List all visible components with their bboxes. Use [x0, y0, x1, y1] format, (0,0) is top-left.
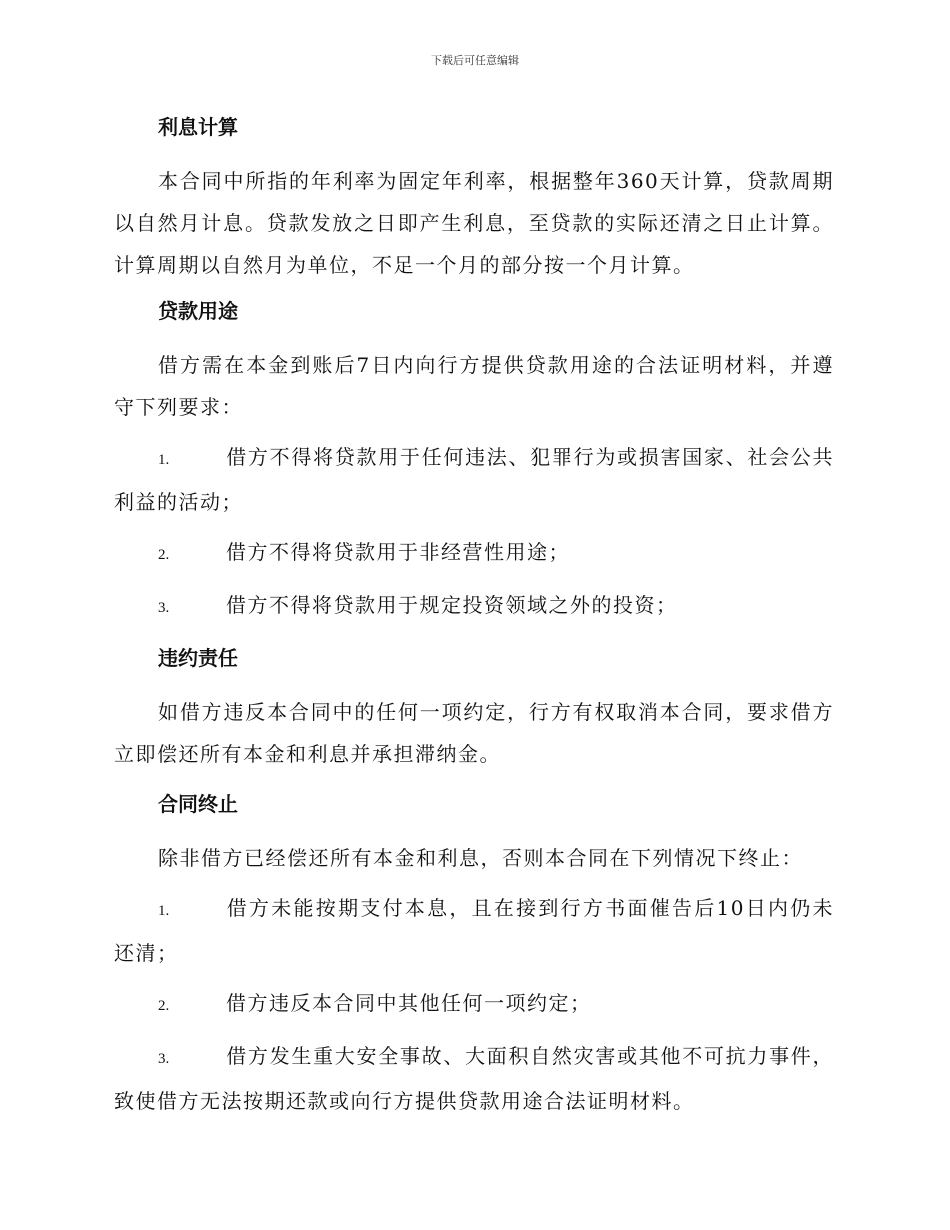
list-item-text: 借方违反本合同中其他任何一项约定；	[226, 991, 592, 1015]
list-item	[114, 982, 834, 1027]
list-item	[114, 887, 834, 974]
section-paragraph-loan-purpose: 借方需在本金到账后7日内向行方提供贷款用途的合法证明材料，并遵守下列要求：	[114, 353, 834, 419]
page-header: 下载后可任意编辑	[431, 54, 519, 67]
section-heading-termination: 合同终止	[158, 792, 238, 816]
list-item-number: 3.	[158, 1051, 170, 1067]
list-item	[114, 584, 834, 629]
list-item-number: 2.	[158, 998, 170, 1014]
list-item-text: 借方发生重大安全事故、大面积自然灾害或其他不可抗力事件，致使借方无法按期还款或向行方提供贷款用途合法证明材料。	[114, 1044, 834, 1113]
section-heading-interest: 利息计算	[158, 115, 238, 139]
document-body	[114, 110, 834, 1122]
section-heading-loan-purpose: 贷款用途	[158, 299, 238, 323]
list-item	[114, 436, 834, 523]
list-item-number: 1.	[158, 903, 170, 919]
list-item-text: 借方不得将贷款用于任何违法、犯罪行为或损害国家、社会公共利益的活动；	[114, 445, 834, 514]
list-item-number: 1.	[158, 452, 170, 468]
list-item	[114, 531, 834, 576]
list-item-text: 借方不得将贷款用于规定投资领域之外的投资；	[226, 593, 678, 617]
list-item	[114, 1035, 834, 1122]
section-heading-breach: 违约责任	[158, 646, 238, 670]
section-paragraph-interest: 本合同中所指的年利率为固定年利率，根据整年360天计算，贷款周期以自然月计息。贷款发放之日即产生利息，至贷款的实际还清之日止计算。计算周期以自然月为单位，不足一个月的部分按一个月计算。	[114, 169, 834, 277]
section-paragraph-breach: 如借方违反本合同中的任何一项约定，行方有权取消本合同，要求借方立即偿还所有本金和利息并承担滞纳金。	[114, 700, 834, 766]
list-item-number: 2.	[158, 547, 170, 563]
list-item-number: 3.	[158, 600, 170, 616]
list-item-text: 借方不得将贷款用于非经营性用途；	[226, 540, 570, 564]
section-paragraph-termination: 除非借方已经偿还所有本金和利息，否则本合同在下列情况下终止：	[158, 846, 803, 870]
list-item-text: 借方未能按期支付本息，且在接到行方书面催告后10日内仍未还清；	[114, 896, 834, 965]
